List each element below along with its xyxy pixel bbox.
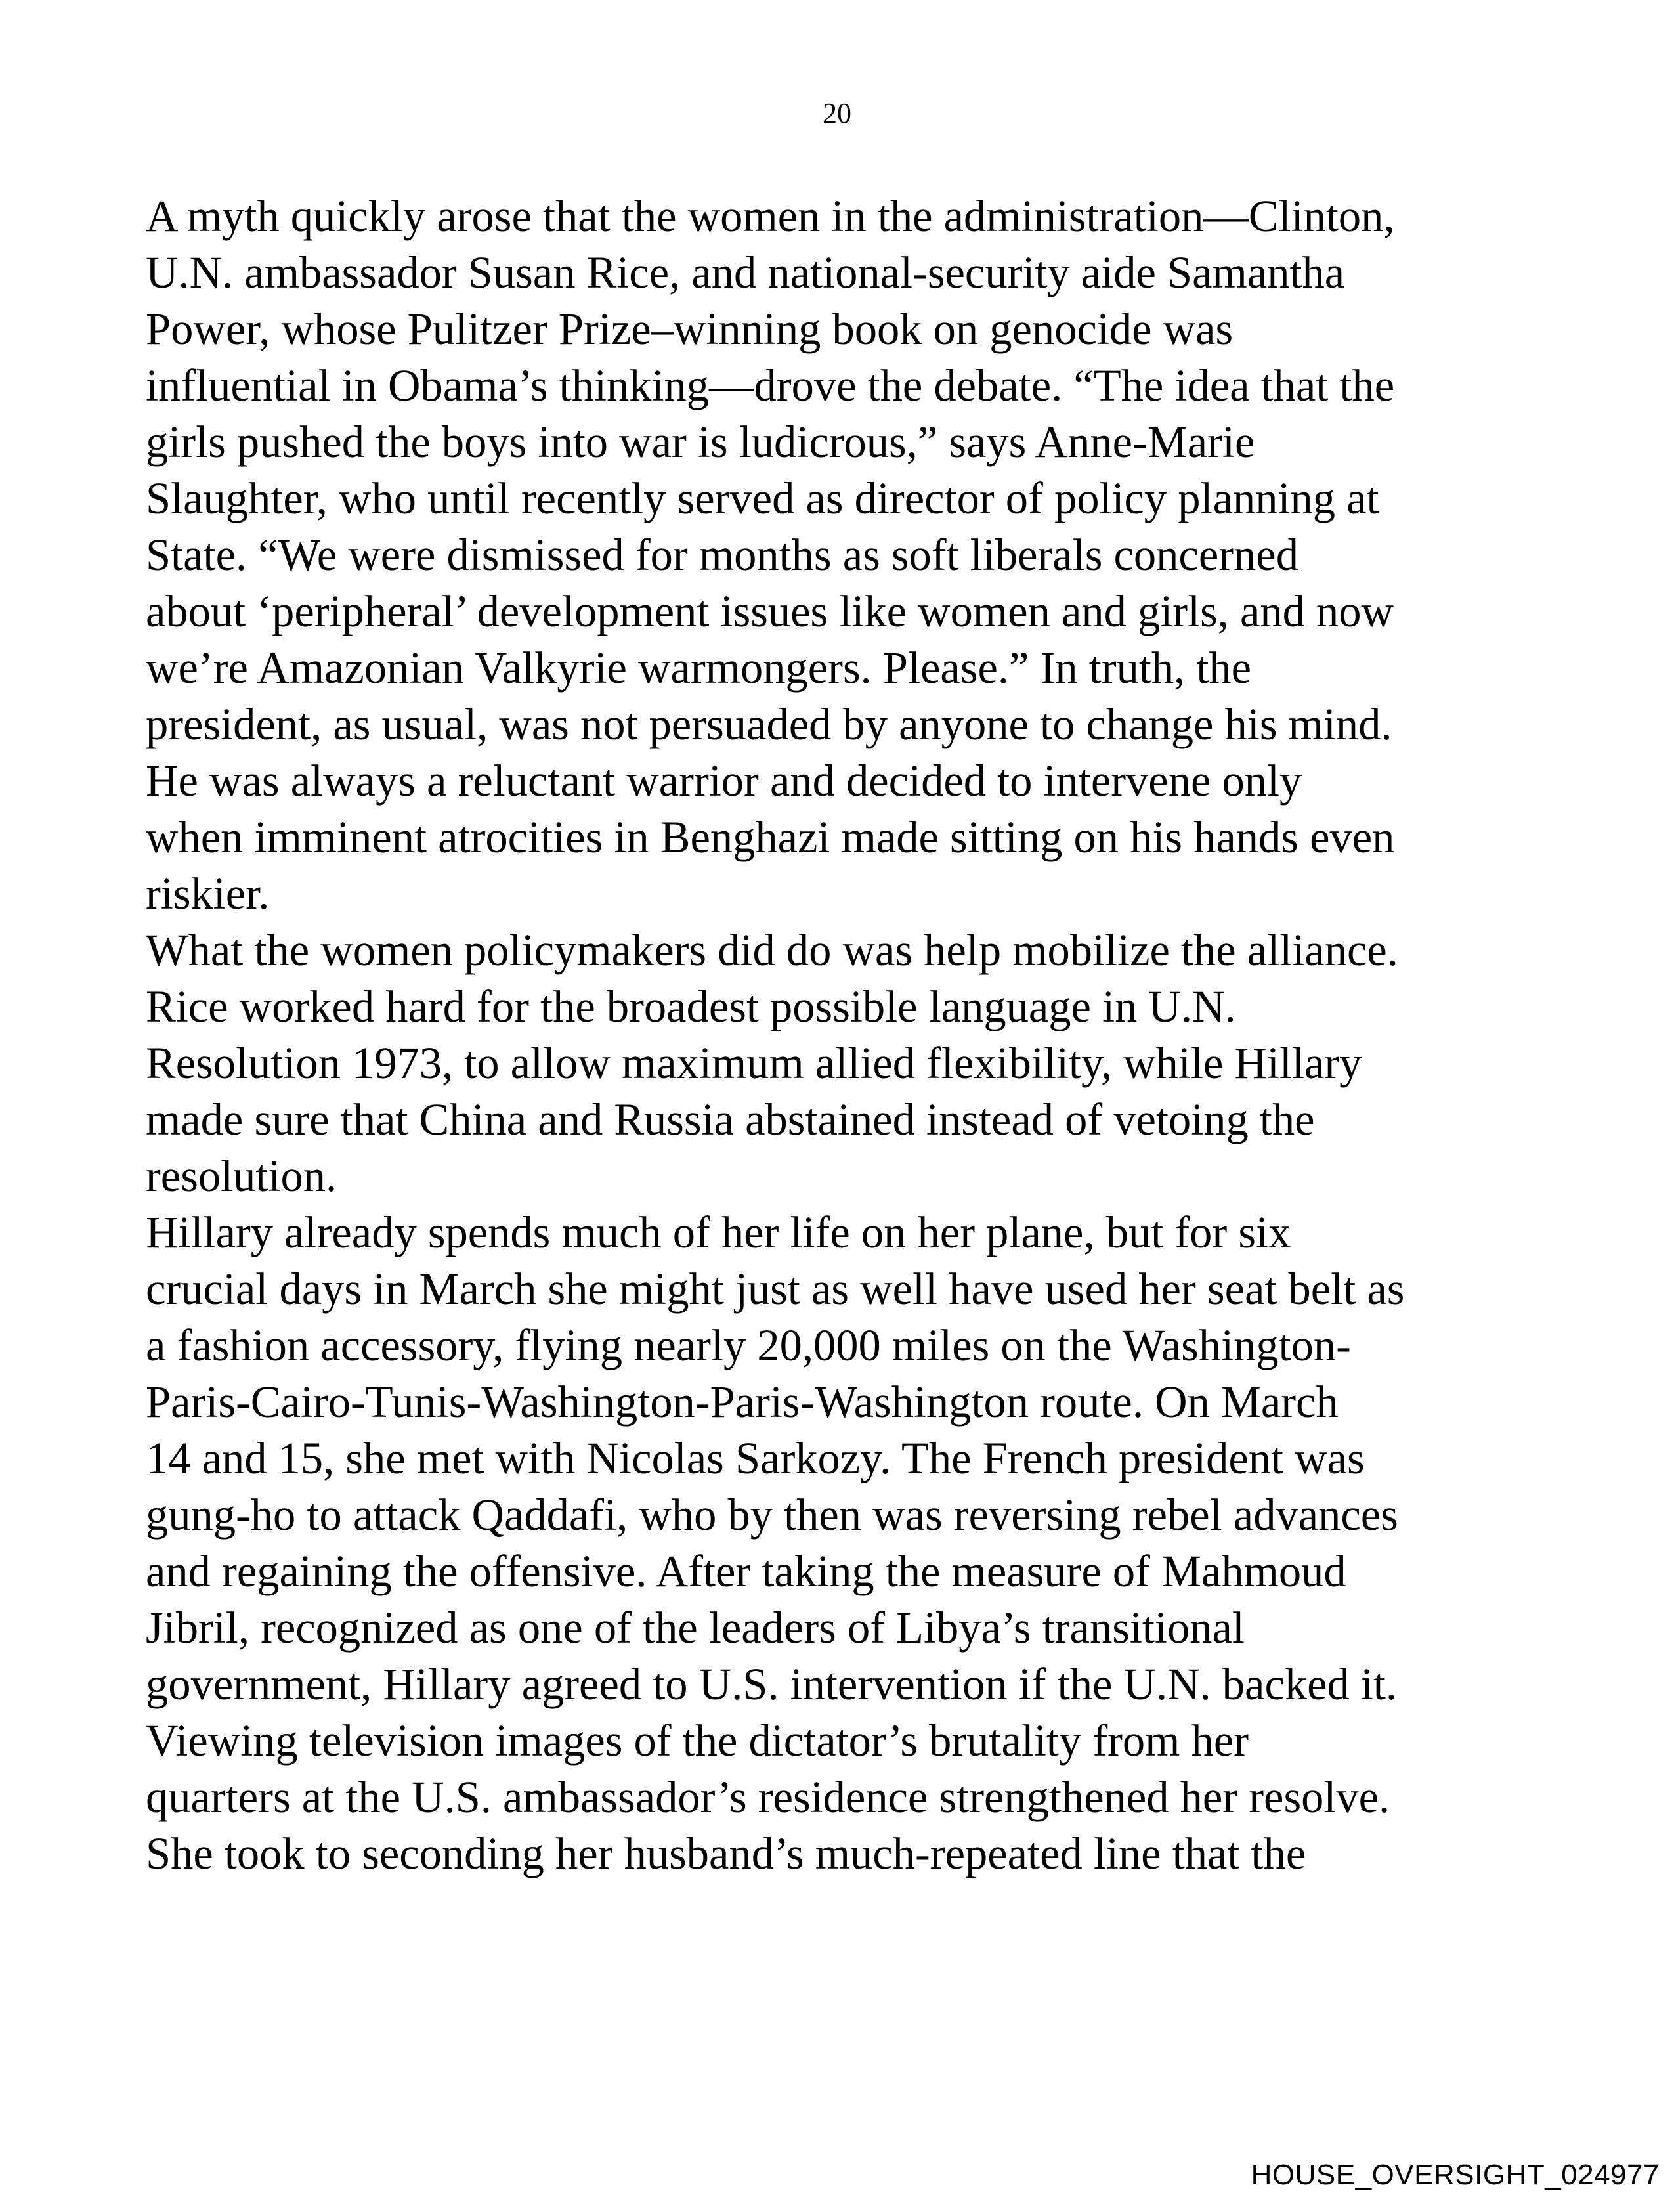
text-line: made sure that China and Russia abstained instead of vetoing the [146, 1095, 1315, 1144]
text-line: crucial days in March she might just as well have used her seat belt as [146, 1264, 1405, 1314]
text-line: quarters at the U.S. ambassador’s residence strengthened her resolve. [146, 1772, 1390, 1822]
paragraph-1 [146, 188, 1557, 922]
text-line: and regaining the offensive. After taking the measure of Mahmoud [146, 1546, 1346, 1596]
text-line: Rice worked hard for the broadest possible language in U.N. [146, 982, 1236, 1031]
text-line: when imminent atrocities in Benghazi made sitting on his hands even [146, 812, 1395, 862]
text-line: She took to seconding her husband’s much-repeated line that the [146, 1829, 1306, 1878]
text-line: State. “We were dismissed for months as soft liberals concerned [146, 530, 1298, 580]
text-line: resolution. [146, 1151, 337, 1201]
text-line: riskier. [146, 869, 270, 919]
text-line: gung-ho to attack Qaddafi, who by then was reversing rebel advances [146, 1490, 1398, 1540]
text-line: Power, whose Pulitzer Prize–winning book on genocide was [146, 304, 1234, 354]
text-line: What the women policymakers did do was help mobilize the alliance. [146, 925, 1398, 975]
text-line: we’re Amazonian Valkyrie warmongers. Please.” In truth, the [146, 643, 1252, 693]
paragraph-2 [146, 922, 1557, 1204]
text-line: a fashion accessory, flying nearly 20,000 miles on the Washington- [146, 1320, 1351, 1370]
text-line: girls pushed the boys into war is ludicrous,” says Anne-Marie [146, 417, 1255, 467]
text-line: Jibril, recognized as one of the leaders of Libya’s transitional [146, 1603, 1245, 1653]
page-number: 20 [823, 97, 851, 129]
text-line: government, Hillary agreed to U.S. intervention if the U.N. backed it. [146, 1659, 1398, 1709]
text-line: Hillary already spends much of her life on her plane, but for six [146, 1207, 1291, 1257]
text-line: 14 and 15, she met with Nicolas Sarkozy. The French president was [146, 1433, 1365, 1483]
body-text [146, 188, 1557, 1882]
text-line: Slaughter, who until recently served as director of policy planning at [146, 473, 1379, 523]
text-line: Paris-Cairo-Tunis-Washington-Paris-Washington route. On March [146, 1377, 1339, 1427]
text-line: A myth quickly arose that the women in the administration—Clinton, [146, 191, 1395, 241]
text-line: president, as usual, was not persuaded by anyone to change his mind. [146, 699, 1392, 749]
text-line: U.N. ambassador Susan Rice, and national-security aide Samantha [146, 248, 1345, 297]
document-id-footer: HOUSE_OVERSIGHT_024977 [1251, 2159, 1660, 2191]
text-line: Resolution 1973, to allow maximum allied flexibility, while Hillary [146, 1038, 1362, 1088]
text-line: influential in Obama’s thinking—drove the debate. “The idea that the [146, 360, 1395, 410]
text-line: about ‘peripheral’ development issues like women and girls, and now [146, 586, 1394, 636]
paragraph-3 [146, 1204, 1557, 1882]
text-line: Viewing television images of the dictator’s brutality from her [146, 1716, 1249, 1766]
text-line: He was always a reluctant warrior and decided to intervene only [146, 756, 1302, 806]
